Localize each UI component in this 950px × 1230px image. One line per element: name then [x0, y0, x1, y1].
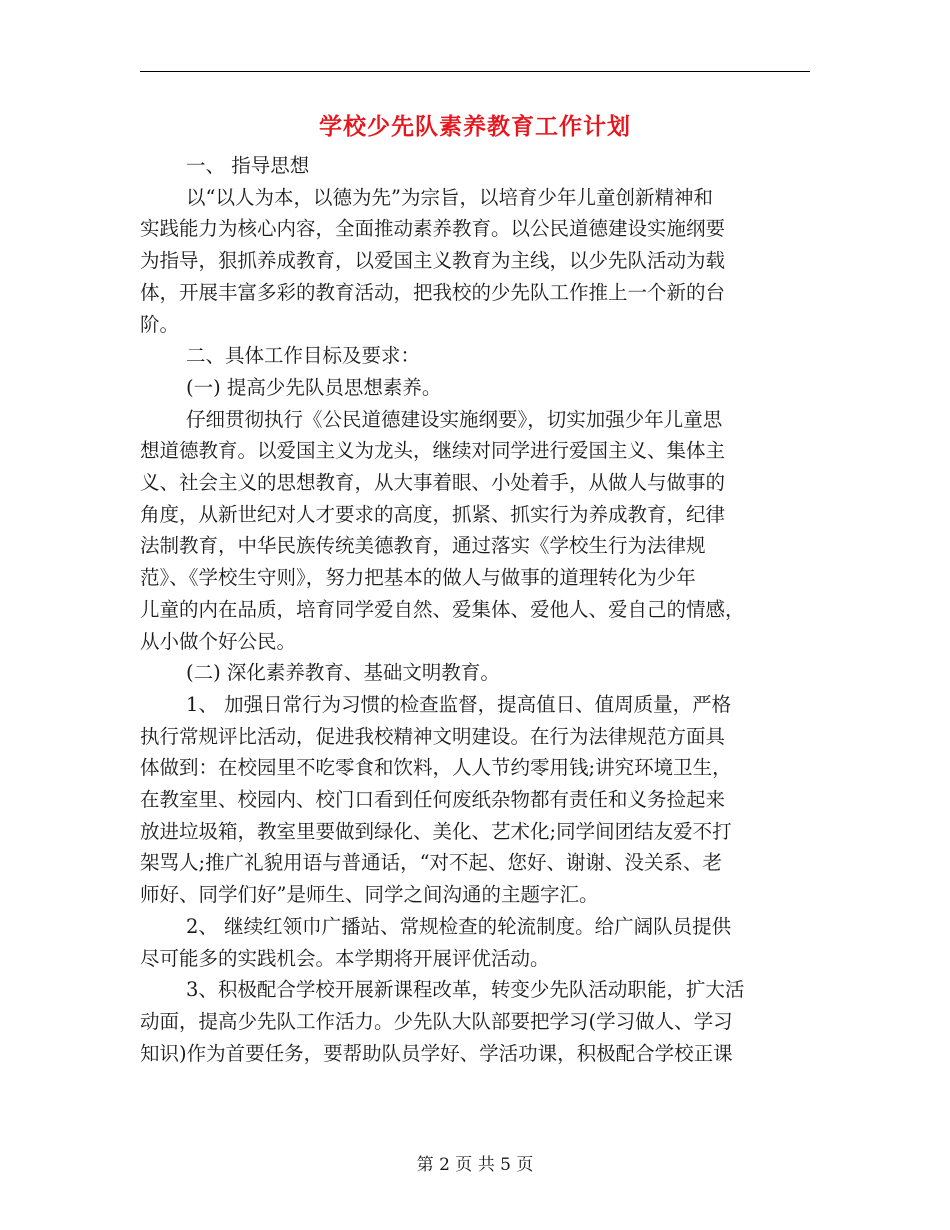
text-line: 想道德教育。以爱国主义为龙头，继续对同学进行爱国主义、集体主	[140, 439, 726, 463]
paragraph-item-3	[140, 974, 810, 1069]
subheading-thought-quality	[140, 372, 810, 404]
subheading-civilization-education	[140, 657, 810, 689]
paragraph-moral-education	[140, 404, 810, 658]
text-line: 体，开展丰富多彩的教育活动，把我校的少先队工作推上一个新的台	[140, 280, 726, 304]
text-line: 在教室里、校园内、校门口看到任何废纸杂物都有责任和义务捡起来	[140, 788, 726, 812]
text-line: 二、具体工作目标及要求：	[186, 344, 421, 368]
text-line: 动面，提高少先队工作活力。少先队大队部要把学习(学习做人、学习	[140, 1009, 733, 1033]
paragraph-guiding-thought	[140, 182, 810, 341]
text-line: 体做到：在校园里不吃零食和饮料，人人节约零用钱;讲究环境卫生，	[140, 756, 732, 780]
text-line: 法制教育，中华民族传统美德教育，通过落实《学校生行为法律规	[140, 534, 706, 558]
text-line: 义、社会主义的思想教育，从大事着眼、小处着手，从做人与做事的	[140, 471, 726, 495]
text-line: 放进垃圾箱，教室里要做到绿化、美化、艺术化;同学间团结友爱不打	[140, 819, 732, 843]
text-line: 架骂人;推广礼貌用语与普通话，“对不起、您好、谢谢、没关系、老	[140, 851, 723, 875]
text-line: 范》、《学校生守则》，努力把基本的做人与做事的道理转化为少年	[140, 566, 696, 590]
text-line: 仔细贯彻执行《公民道德建设实施纲要》，切实加强少年儿童思	[186, 407, 723, 431]
header-rule	[140, 71, 810, 72]
text-line: 实践能力为核心内容，全面推动素养教育。以公民道德建设实施纲要	[140, 217, 726, 241]
text-line: 阶。	[140, 312, 180, 336]
text-line: 1、 加强日常行为习惯的检查监督，提高值日、值周质量，严格	[186, 692, 732, 716]
paragraph-item-1	[140, 689, 810, 911]
text-line: 知识)作为首要任务，要帮助队员学好、学活功课，积极配合学校正课	[140, 1041, 733, 1065]
text-line: 执行常规评比活动，促进我校精神文明建设。在行为法律规范方面具	[140, 724, 726, 748]
text-line: 从小做个好公民。	[140, 629, 297, 653]
text-line: 角度，从新世纪对人才要求的高度，抓紧、抓实行为养成教育，纪律	[140, 502, 726, 526]
section-heading-guiding-thought	[140, 150, 810, 182]
text-line: (一) 提高少先队员思想素养。	[186, 375, 442, 399]
document-body	[140, 150, 810, 1069]
text-line: 以“以人为本，以德为先”为宗旨，以培育少年儿童创新精神和	[186, 185, 713, 209]
text-line: 为指导，狠抓养成教育，以爱国主义教育为主线，以少先队活动为载	[140, 249, 726, 273]
text-line: 一、 指导思想	[186, 154, 310, 177]
document-title: 学校少先队素养教育工作计划	[319, 113, 631, 140]
section-heading-goals	[140, 340, 810, 372]
text-line: 3、积极配合学校开展新课程改革，转变少先队活动职能，扩大活	[186, 978, 745, 1002]
text-line: (二) 深化素养教育、基础文明教育。	[186, 661, 500, 685]
text-line: 2、 继续红领巾广播站、常规检查的轮流制度。给广阔队员提供	[186, 914, 732, 938]
text-line: 儿童的内在品质，培育同学爱自然、爱集体、爱他人、爱自己的情感，	[140, 597, 745, 621]
text-line: 师好、同学们好”是师生、同学之间沟通的主题字汇。	[140, 883, 599, 907]
page-number: 第 2 页 共 5 页	[416, 1155, 534, 1175]
text-line: 尽可能多的实践机会。本学期将开展评优活动。	[140, 946, 550, 970]
paragraph-item-2	[140, 911, 810, 974]
